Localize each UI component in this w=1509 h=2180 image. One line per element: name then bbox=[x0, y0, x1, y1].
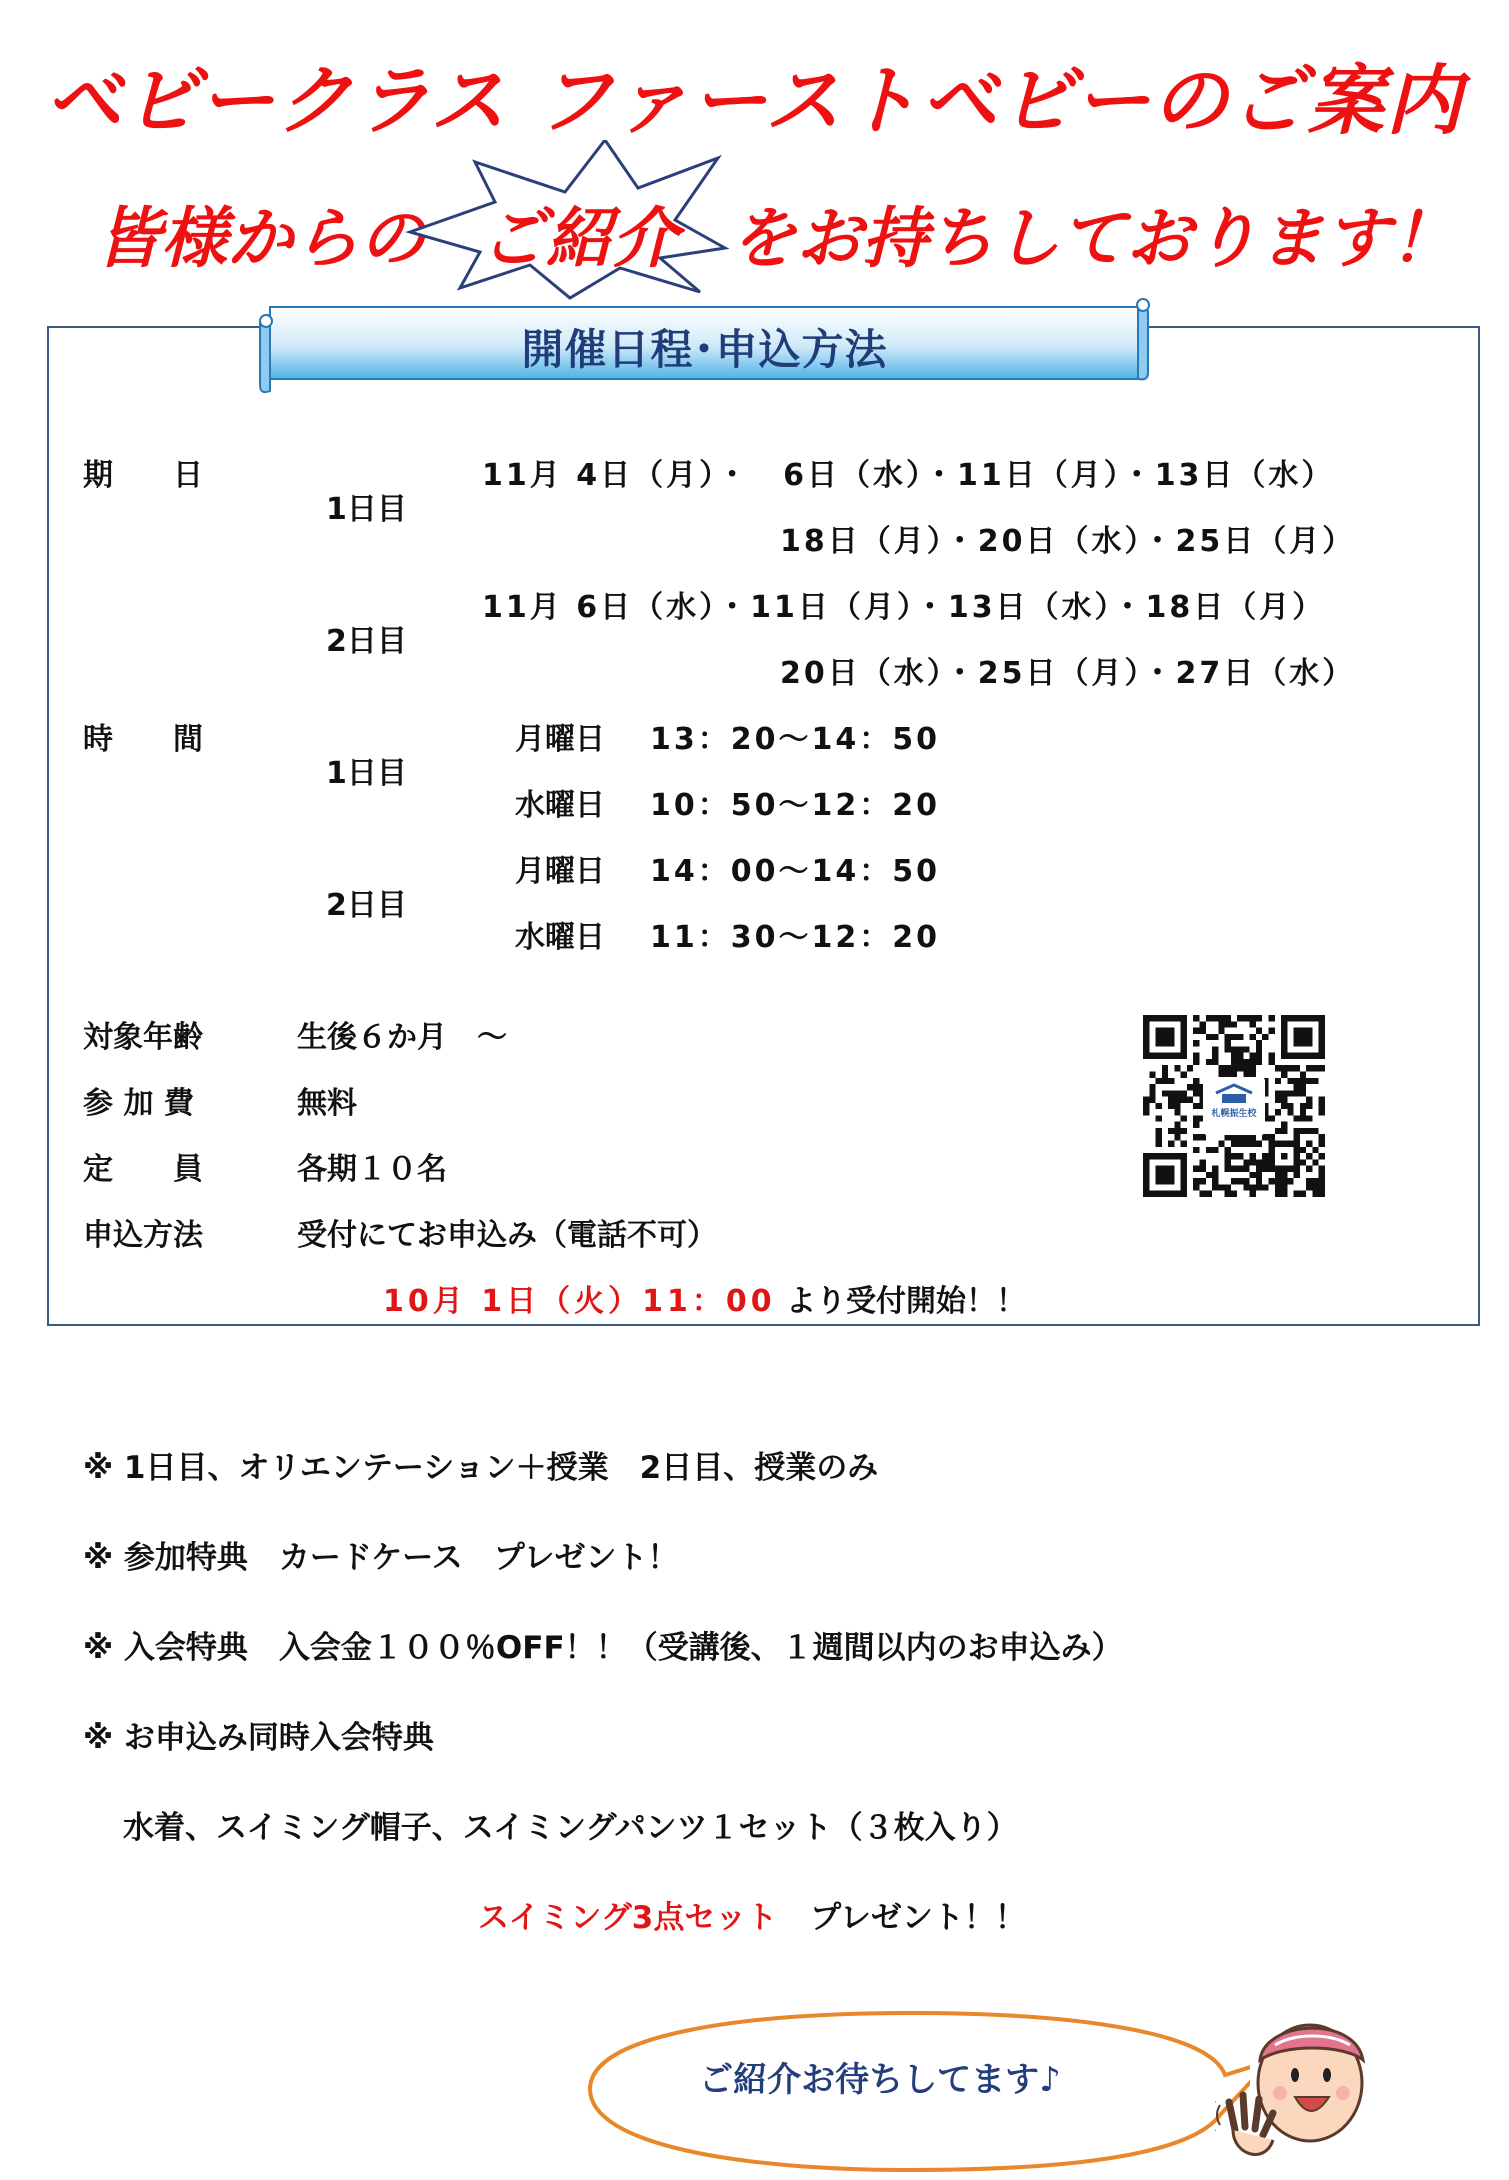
detail-label: 参 加 費 bbox=[83, 1086, 194, 1121]
detail-value: 各期１０名 bbox=[297, 1152, 447, 1187]
time-row-day: 月曜日 bbox=[515, 722, 605, 757]
date-label: 期 日 bbox=[83, 458, 203, 493]
day2-dates-line1: 11月 6日（水）・11日（月）・13日（水）・18日（月） bbox=[482, 590, 1326, 625]
time-row-time: 11：30～12：20 bbox=[650, 920, 940, 955]
qr-code[interactable] bbox=[1143, 1015, 1325, 1197]
detail-value: 生後６か月 ～ bbox=[297, 1020, 507, 1055]
present-suffix: プレゼント！！ bbox=[810, 1900, 1026, 1936]
present-highlight: スイミング3点セット bbox=[478, 1900, 778, 1936]
start-suffix: より受付開始！！ bbox=[786, 1284, 1027, 1319]
start-notice bbox=[383, 1276, 1026, 1320]
section-title: 開催日程･申込方法 bbox=[521, 325, 888, 374]
page-title: ベビークラス ファーストベビーのご案内 bbox=[45, 56, 1464, 145]
note-1: ※ 1日目、オリエンテーション＋授業 2日目、授業のみ bbox=[83, 1450, 879, 1486]
note-3: ※ 入会特典 入会金１００％OFF！！（受講後、１週間以内のお申込み） bbox=[83, 1630, 1123, 1666]
note-2: ※ 参加特典 カードケース プレゼント！ bbox=[83, 1540, 679, 1576]
time-row-day: 月曜日 bbox=[515, 854, 605, 889]
note-6 bbox=[478, 1892, 1026, 1937]
school-logo-icon bbox=[1214, 1083, 1254, 1105]
time-day1-label: 1日目 bbox=[326, 756, 407, 791]
time-row-time: 14：00～14：50 bbox=[650, 854, 940, 889]
subtitle-row bbox=[0, 165, 1509, 305]
note-5: 水着、スイミング帽子、スイミングパンツ１セット（３枚入り） bbox=[123, 1810, 1018, 1846]
time-row-day: 水曜日 bbox=[515, 788, 605, 823]
start-date: 10月 1日（火）11：00 bbox=[383, 1284, 776, 1319]
date-day1-label: 1日目 bbox=[326, 492, 407, 527]
day1-dates-line2: 18日（月）・20日（水）・25日（月） bbox=[780, 524, 1356, 559]
detail-value: 受付にてお申込み（電話不可） bbox=[297, 1218, 717, 1253]
time-row-time: 13：20～14：50 bbox=[650, 722, 940, 757]
subtitle-post: をお持ちしております！ bbox=[730, 200, 1456, 277]
day2-dates-line2: 20日（水）・25日（月）・27日（水） bbox=[780, 656, 1356, 691]
detail-label: 対象年齢 bbox=[83, 1020, 203, 1055]
time-label: 時 間 bbox=[83, 722, 203, 757]
detail-value: 無料 bbox=[297, 1086, 357, 1121]
time-day2-label: 2日目 bbox=[326, 888, 407, 923]
subtitle-highlight: ご紹介 bbox=[480, 200, 678, 277]
detail-label: 定 員 bbox=[83, 1152, 203, 1187]
subtitle-pre: 皆様からの bbox=[95, 200, 425, 277]
waving-character-icon bbox=[1215, 2005, 1375, 2175]
note-4: ※ お申込み同時入会特典 bbox=[83, 1720, 434, 1756]
time-row-day: 水曜日 bbox=[515, 920, 605, 955]
date-day2-label: 2日目 bbox=[326, 624, 407, 659]
time-row-time: 10：50～12：20 bbox=[650, 788, 940, 823]
qr-logo-text: 札幌振生校 bbox=[1211, 1109, 1257, 1119]
bubble-text: ご紹介お待ちしてます♪ bbox=[699, 2060, 1061, 2100]
detail-label: 申込方法 bbox=[83, 1218, 203, 1253]
qr-logo bbox=[1203, 1077, 1265, 1135]
day1-dates-line1: 11月 4日（月）・ 6日（水）・11日（月）・13日（水） bbox=[482, 458, 1335, 493]
section-ribbon bbox=[258, 295, 1151, 395]
